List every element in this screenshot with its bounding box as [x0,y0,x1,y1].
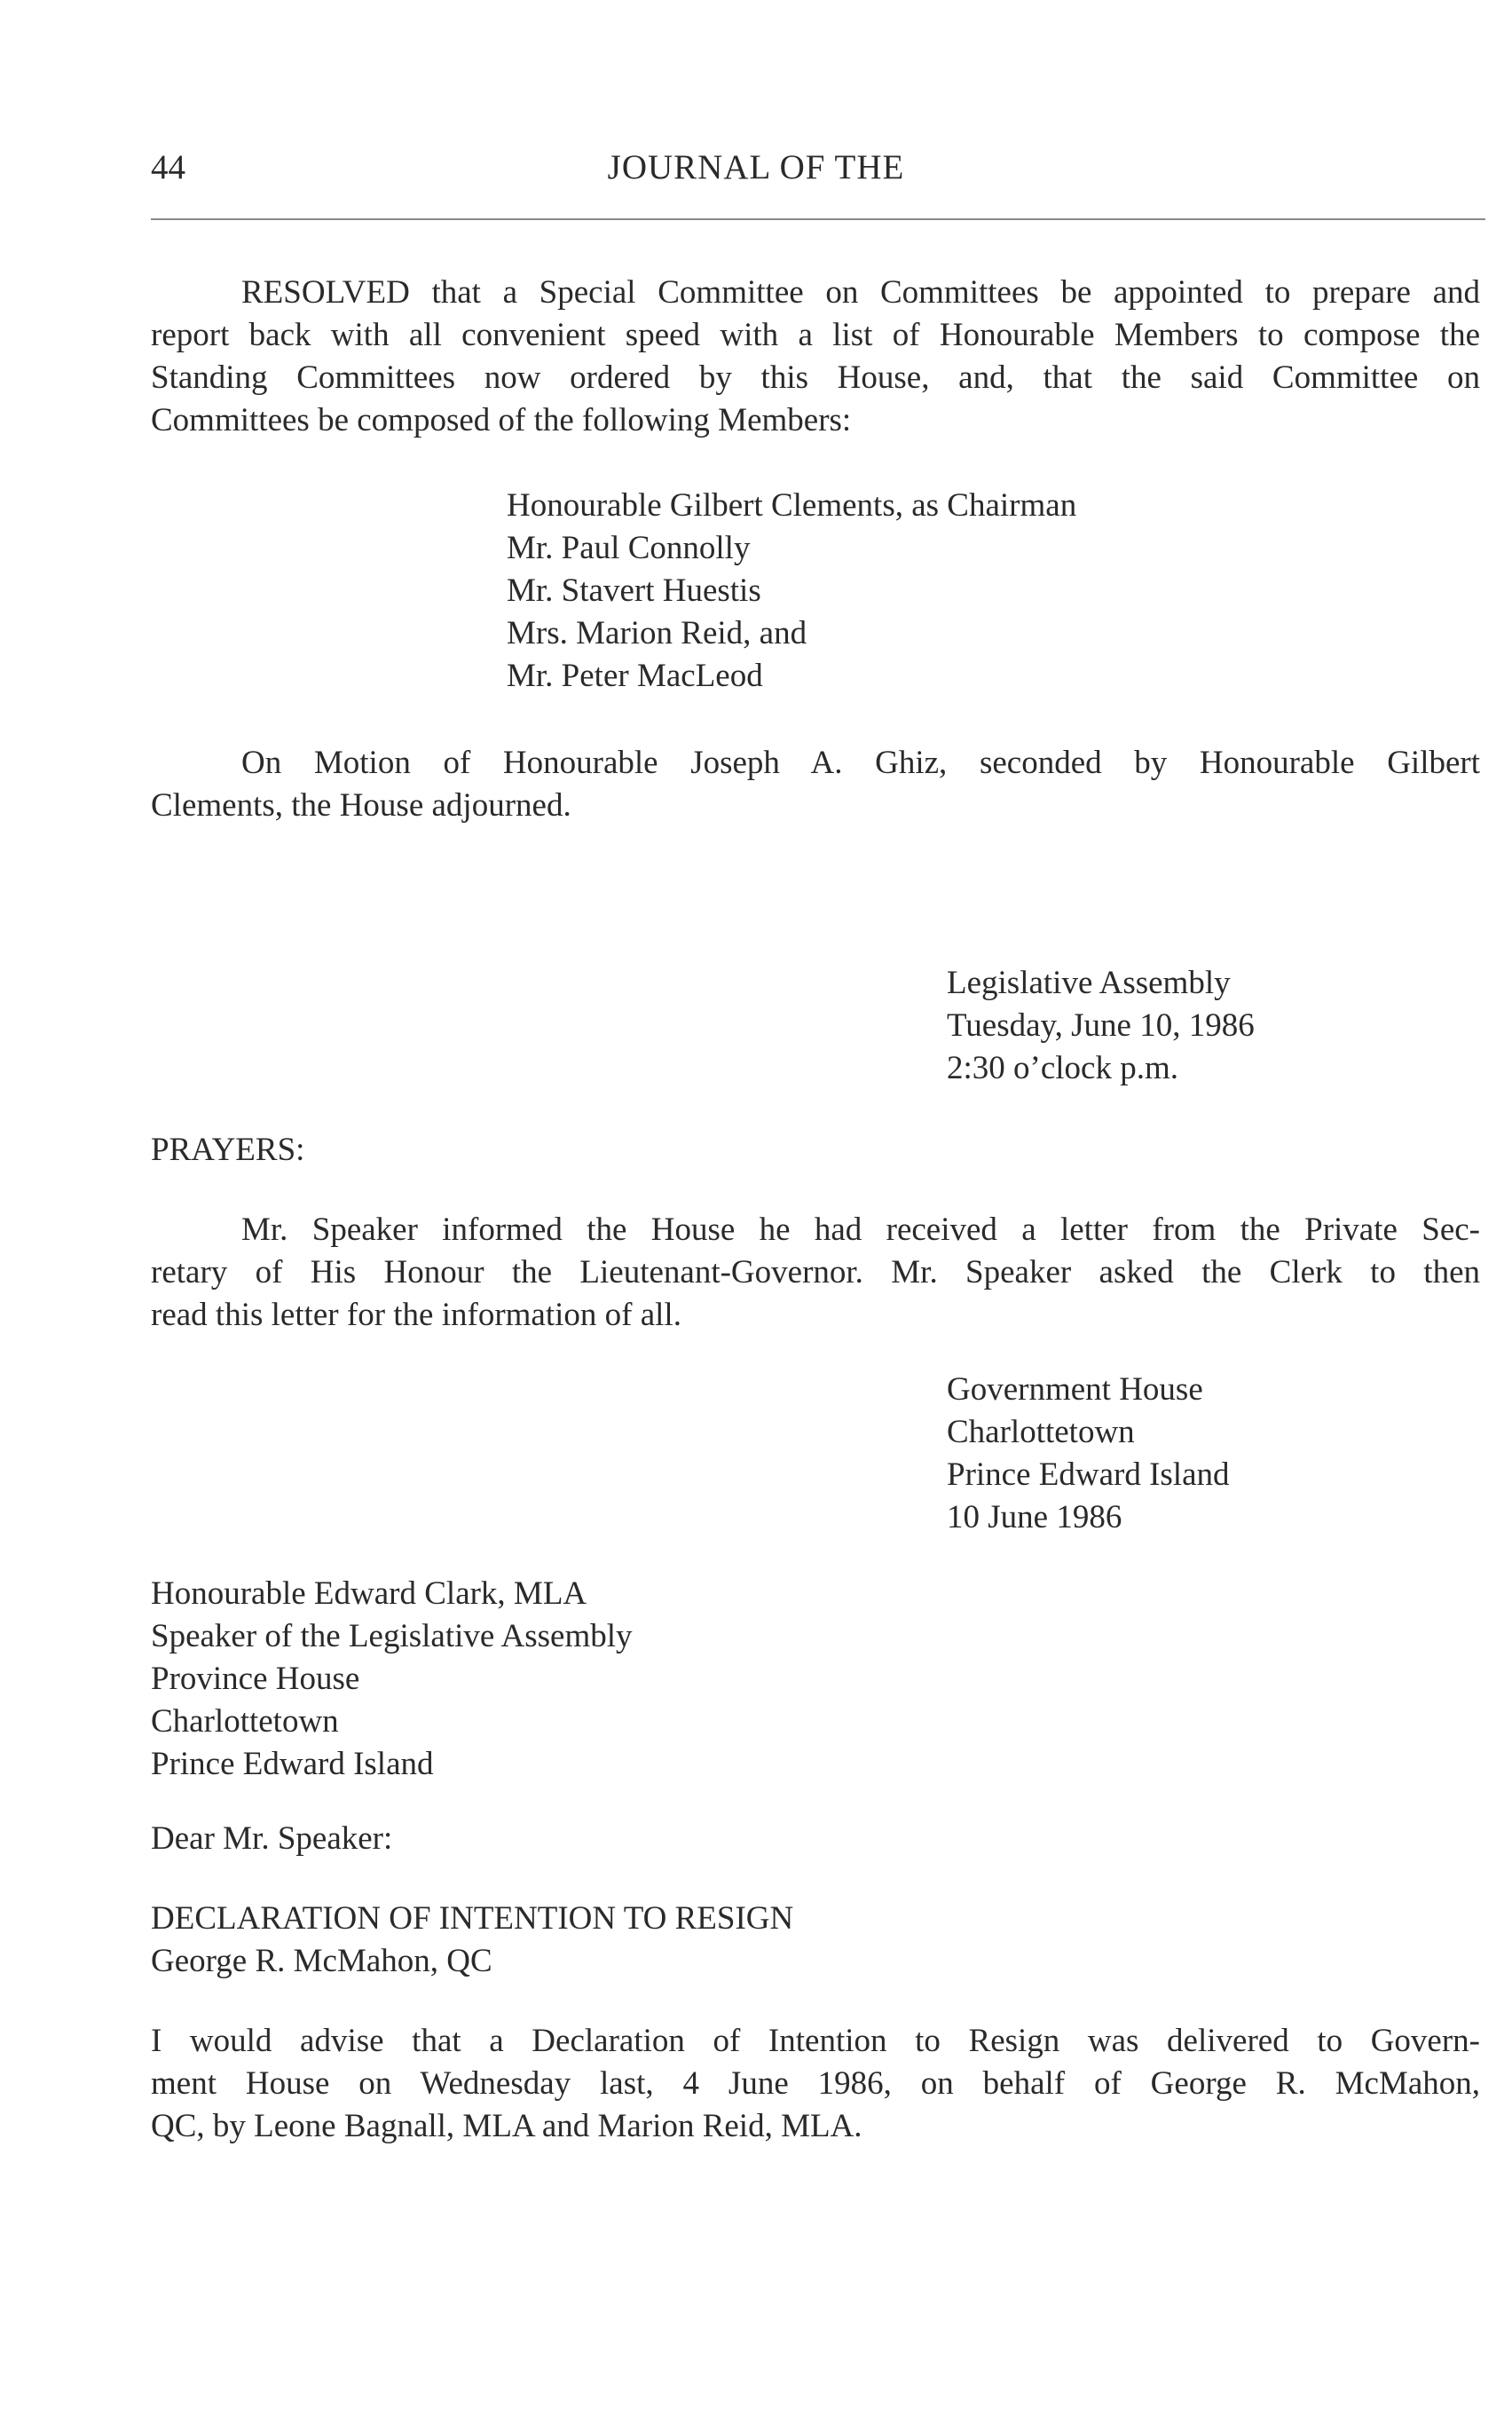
recipient-address-line: Charlottetown [151,1703,339,1740]
prayers-text: PRAYERS: [151,1132,305,1168]
letter-recipient-address [151,1573,633,1786]
letter-body-line: QC, by Leone Bagnall, MLA and Marion Reid, MLA. [151,2108,862,2144]
speaker-note-line: retary of His Honour the Lieutenant-Governor. Mr. Speaker asked the Clerk to then [151,1254,1480,1290]
resolution-line: report back with all convenient speed with a list of Honourable Members to compose the [151,317,1480,353]
recipient-address-line: Speaker of the Legislative Assembly [151,1618,633,1654]
member-item: Mr. Paul Connolly [507,530,751,566]
subject-line: George R. McMahon, QC [151,1943,492,1979]
letter-salutation [151,1818,392,1860]
letter-sender-address [947,1369,1230,1539]
sitting-line: Legislative Assembly [947,965,1231,1001]
running-head: JOURNAL OF THE [607,148,905,186]
recipient-address-line: Prince Edward Island [151,1746,434,1782]
letter-body-line: I would advise that a Declaration of Intention to Resign was delivered to Govern- [151,2023,1480,2059]
sender-address-line: Charlottetown [947,1414,1135,1450]
resolution-line: Committees be composed of the following Members: [151,402,852,438]
sitting-heading [947,962,1255,1090]
page-number: 44 [151,148,185,186]
committee-members-list [507,485,1076,698]
letter-body-line: ment House on Wednesday last, 4 June 1986, on behalf of George R. McMahon, [151,2065,1480,2102]
adjournment-line: Clements, the House adjourned. [151,787,571,824]
speaker-note-paragraph [151,1209,1480,1337]
resolution-paragraph [151,272,1480,442]
subject-line: DECLARATION OF INTENTION TO RESIGN [151,1900,794,1937]
prayers-heading [151,1129,304,1172]
speaker-note-line: read this letter for the information of all. [151,1297,681,1333]
sitting-line: Tuesday, June 10, 1986 [947,1007,1255,1044]
resolution-line: Standing Committees now ordered by this House, and, that the said Committee on [151,359,1480,396]
letter-subject [151,1898,793,1983]
adjournment-line: On Motion of Honourable Joseph A. Ghiz, seconded by Honourable Gilbert [241,745,1480,781]
header-rule [151,218,1485,220]
sitting-line: 2:30 o’clock p.m. [947,1050,1179,1086]
letter-date: 10 June 1986 [947,1499,1122,1535]
member-item: Honourable Gilbert Clements, as Chairman [507,487,1077,524]
sender-address-line: Government House [947,1371,1203,1408]
member-item: Mrs. Marion Reid, and [507,615,807,651]
salutation-text: Dear Mr. Speaker: [151,1820,393,1857]
resolution-line: RESOLVED that a Special Committee on Committees be appointed to prepare and [241,274,1480,311]
speaker-note-line: Mr. Speaker informed the House he had received a letter from the Private Sec- [241,1212,1480,1248]
adjournment-paragraph [151,742,1480,827]
letter-body [151,2020,1480,2148]
member-item: Mr. Peter MacLeod [507,658,763,694]
sender-address-line: Prince Edward Island [947,1456,1230,1493]
recipient-address-line: Province House [151,1661,360,1697]
recipient-address-line: Honourable Edward Clark, MLA [151,1575,587,1612]
member-item: Mr. Stavert Huestis [507,572,761,609]
